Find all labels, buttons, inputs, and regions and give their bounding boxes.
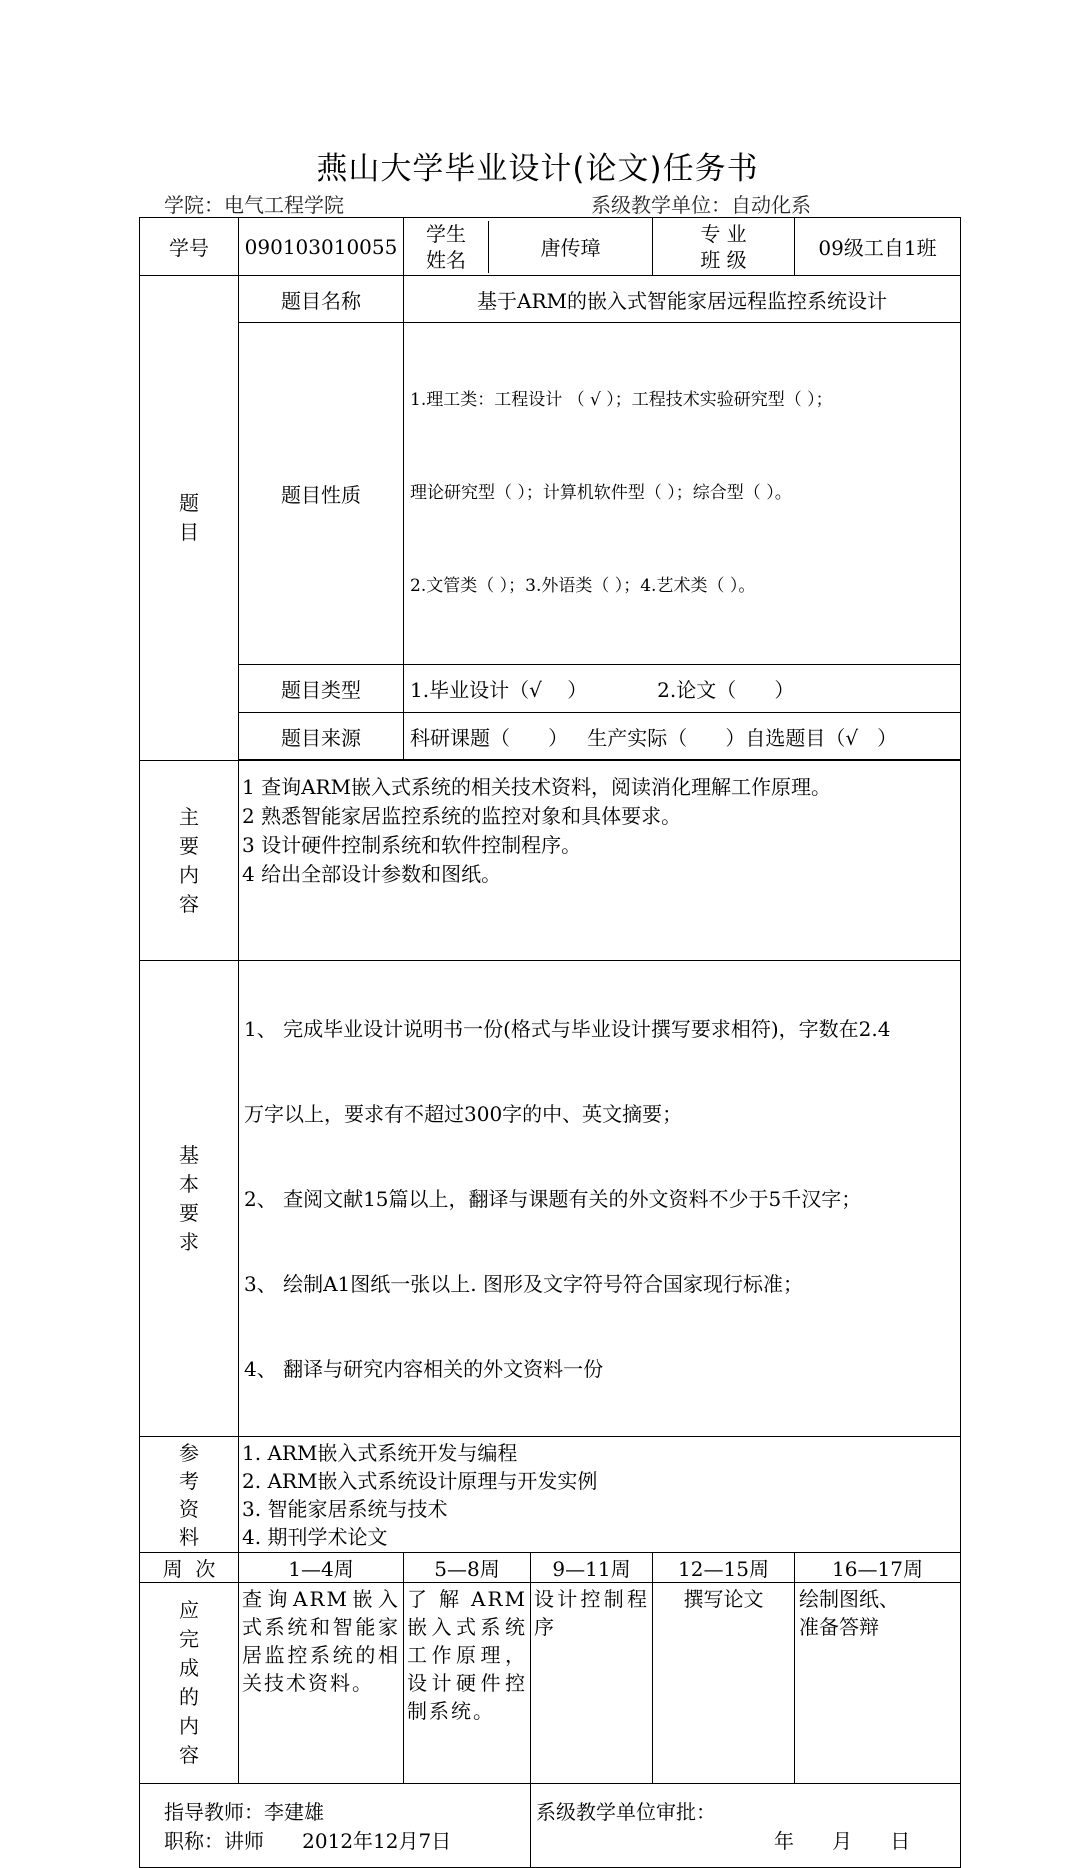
student-name-value: 唐传璋 — [540, 236, 601, 260]
task-cell: 了解ARM嵌入式系统工作原理，设计硬件控制系统。 — [404, 1583, 531, 1784]
topic-section-label: 题 目 — [140, 276, 239, 761]
topic-type-row — [140, 665, 961, 713]
main-content-item: 3 设计硬件控制系统和软件控制程序。 — [242, 833, 582, 857]
topic-source-row — [140, 713, 961, 760]
student-id-label: 学号 — [140, 218, 239, 276]
task-cell: 设计控制程序 — [531, 1583, 653, 1784]
advisor-name: 指导教师：李建雄 — [164, 1800, 324, 1824]
week-range: 5—8周 — [404, 1553, 531, 1583]
topic-type-label: 题目类型 — [239, 665, 404, 713]
requirement-item: 4、 翻译与研究内容相关的外文资料一份 — [244, 1357, 604, 1381]
topic-name-value: 基于ARM的嵌入式智能家居远程监控系统设计 — [404, 276, 961, 323]
references-list — [239, 1437, 961, 1553]
basic-requirements-list — [239, 961, 961, 1437]
task-cell: 查询ARM嵌入式系统和智能家居监控系统的相关技术资料。 — [239, 1583, 404, 1784]
main-content-row — [140, 761, 961, 961]
advisor-cell — [140, 1784, 531, 1868]
topic-source-label: 题目来源 — [239, 713, 404, 760]
main-content-item: 1 查询ARM嵌入式系统的相关技术资料，阅读消化理解工作原理。 — [242, 775, 832, 799]
student-info-row — [140, 218, 961, 276]
topic-name-row — [140, 276, 961, 323]
department-label: 系级教学单位：自动化系 — [591, 193, 811, 217]
requirement-item: 3、 绘制A1图纸一张以上. 图形及文字符号符合国家现行标准； — [244, 1272, 803, 1296]
week-range: 16—17周 — [795, 1553, 961, 1583]
task-form-table — [139, 217, 961, 1868]
task-cell — [795, 1583, 961, 1784]
student-id-value: 090103010055 — [239, 218, 404, 276]
college-label: 学院：电气工程学院 — [164, 193, 344, 217]
reference-item: 4. 期刊学术论文 — [242, 1524, 388, 1549]
main-content-label: 主 要 内 容 — [140, 761, 239, 961]
requirement-item: 2、 查阅文献15篇以上，翻译与课题有关的外文资料不少于5千汉字； — [244, 1187, 862, 1211]
advisor-title-date: 职称：讲师 2012年12月7日 — [164, 1829, 452, 1853]
task-line: 准备答辩 — [799, 1615, 879, 1639]
task-cell: 撰写论文 — [653, 1583, 795, 1784]
approval-label: 系级教学单位审批： — [536, 1800, 716, 1824]
signature-row — [140, 1784, 961, 1868]
references-row — [140, 1437, 961, 1553]
requirement-item: 1、 完成毕业设计说明书一份(格式与毕业设计撰写要求相符)，字数在2.4 — [244, 1017, 891, 1041]
main-content-list — [239, 761, 961, 961]
schedule-weeks-row — [140, 1553, 961, 1583]
week-label: 周 次 — [140, 1553, 239, 1583]
document-title: 燕山大学毕业设计(论文)任务书 — [316, 151, 759, 187]
tasks-label: 应 完 成 的 内 容 — [140, 1583, 239, 1784]
topic-source-value: 科研课题（ ） 生产实际（ ）自选题目（√ ） — [404, 713, 961, 760]
reference-item: 2. ARM嵌入式系统设计原理与开发实例 — [242, 1468, 598, 1493]
references-label: 参 考 资 料 — [140, 1437, 239, 1553]
topic-nature-label: 题目性质 — [239, 323, 404, 665]
topic-name-label: 题目名称 — [239, 276, 404, 323]
week-range: 12—15周 — [653, 1553, 795, 1583]
major-class-label: 专 业 班 级 — [653, 218, 795, 276]
topic-nature-line: 2.文管类（ ）；3.外语类（ ）；4.艺术类（ ）。 — [410, 576, 756, 596]
topic-nature-line: 理论研究型（ ）；计算机软件型（ ）；综合型（ ）。 — [410, 483, 792, 503]
main-content-item: 4 给出全部设计参数和图纸。 — [242, 862, 502, 886]
topic-nature-line: 1.理工类：工程设计 （ √ ）；工程技术实验研究型（ ）； — [410, 390, 833, 410]
topic-type-value: 1.毕业设计（√ ） 2.论文（ ） — [404, 665, 961, 713]
week-range: 9—11周 — [531, 1553, 653, 1583]
student-name-label: 学生 姓名 — [404, 221, 489, 273]
student-name-label-cell — [404, 218, 653, 276]
major-class-value: 09级工自1班 — [795, 218, 961, 276]
basic-requirements-row — [140, 961, 961, 1437]
basic-requirements-label: 基 本 要 求 — [140, 961, 239, 1437]
reference-item: 1. ARM嵌入式系统开发与编程 — [242, 1440, 518, 1465]
reference-item: 3. 智能家居系统与技术 — [242, 1496, 448, 1521]
main-content-item: 2 熟悉智能家居监控系统的监控对象和具体要求。 — [242, 804, 682, 828]
schedule-tasks-row — [140, 1583, 961, 1784]
topic-nature-options — [404, 323, 961, 665]
task-line: 绘制图纸、 — [799, 1587, 899, 1611]
week-range: 1—4周 — [239, 1553, 404, 1583]
requirement-item: 万字以上，要求有不超过300字的中、英文摘要； — [244, 1102, 683, 1126]
approval-cell — [531, 1784, 961, 1868]
approval-date-blank: 年 月 日 — [774, 1829, 911, 1853]
topic-nature-row — [140, 323, 961, 665]
